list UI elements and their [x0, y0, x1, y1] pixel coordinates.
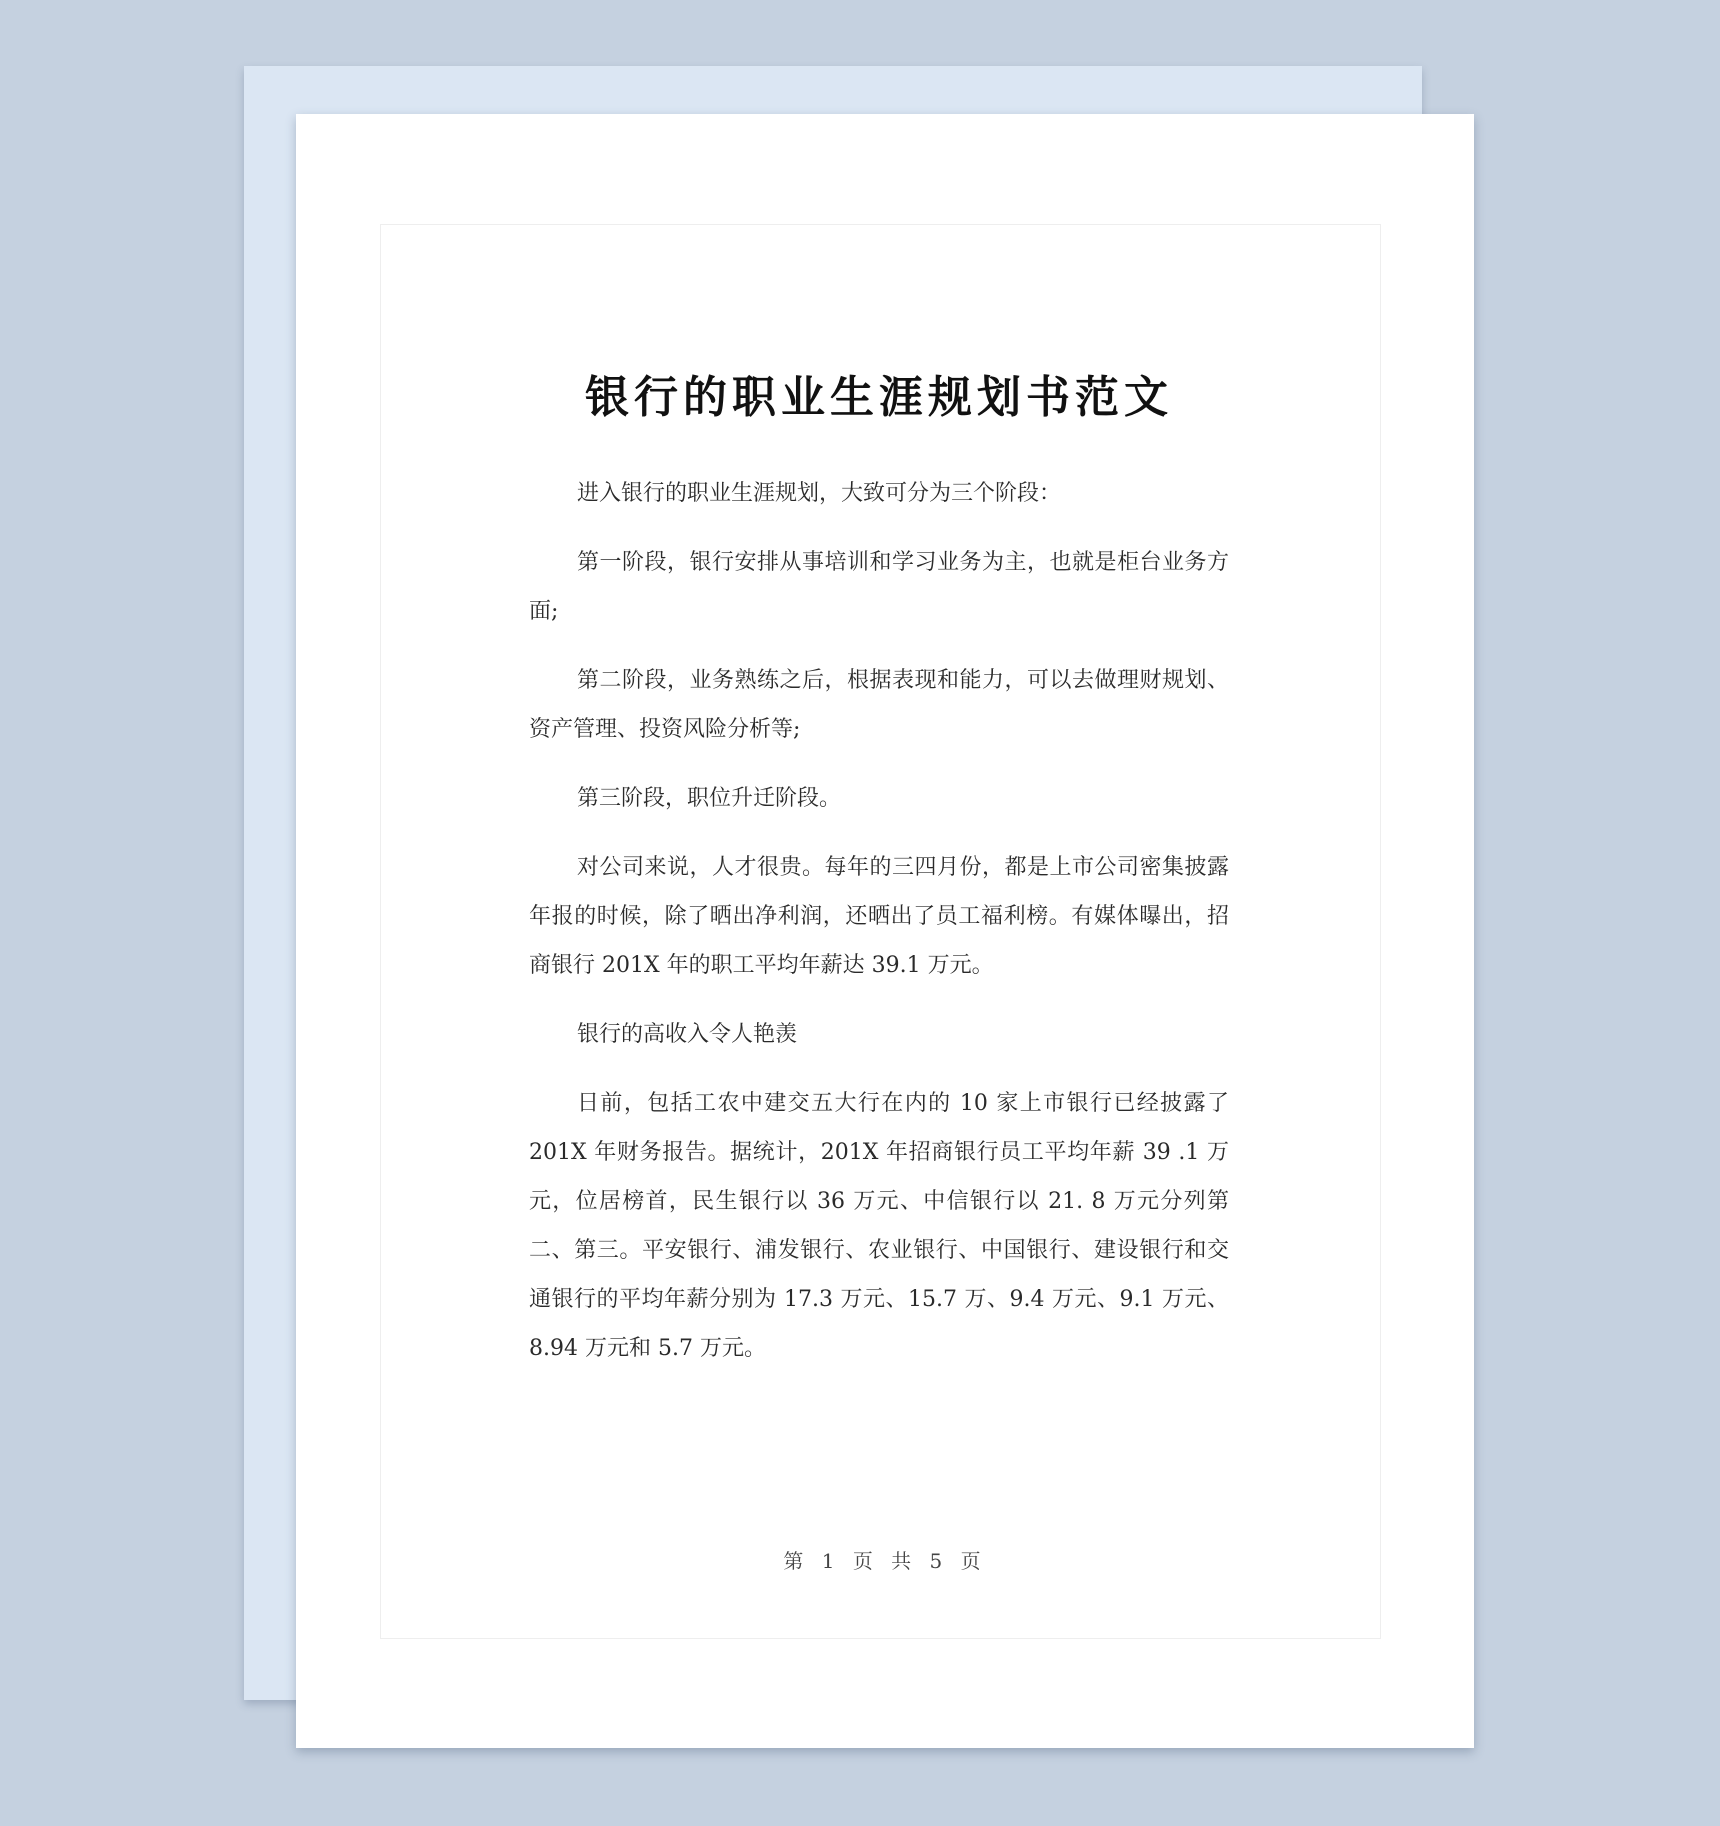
- paragraph-stage-two: 第二阶段，业务熟练之后，根据表现和能力，可以去做理财规划、资产管理、投资风险分析等;: [529, 667, 1229, 742]
- document-page: [296, 114, 1474, 1748]
- paragraph-talent-cost: 对公司来说，人才很贵。每年的三四月份，都是上市公司密集披露年报的时候，除了晒出净利润，还晒出了员工福利榜。有媒体曝出，招商银行 201X 年的职工平均年薪达 39.1 万元。: [529, 854, 1229, 978]
- paragraph-subheading: 银行的高收入令人艳羡: [577, 1021, 798, 1047]
- page-content: [529, 372, 1229, 1393]
- paragraph-bank-salaries: 日前，包括工农中建交五大行在内的 10 家上市银行已经披露了 201X 年财务报告。据统计，201X 年招商银行员工平均年薪 39 .1 万元，位居榜首，民生银行以 36 万元、中信银行以 21. 8 万元分列第二、第三。平安银行、浦发银行、农业银行、中国银行、建设银行和交通银行的平均年薪分别为 17.3 万元、15.7 万、9.4 万元、9.1 万元、8.94 万元和 5.7 万元。: [529, 1090, 1229, 1361]
- paragraph-stage-one: 第一阶段，银行安排从事培训和学习业务为主，也就是柜台业务方面;: [529, 549, 1229, 624]
- paragraph-intro: 进入银行的职业生涯规划，大致可分为三个阶段：: [577, 480, 1062, 506]
- page-number-footer: 第 1 页 共 5 页: [783, 1549, 987, 1573]
- paragraph-stage-three: 第三阶段，职位升迁阶段。: [577, 785, 842, 811]
- document-title: 银行的职业生涯规划书范文: [585, 372, 1173, 423]
